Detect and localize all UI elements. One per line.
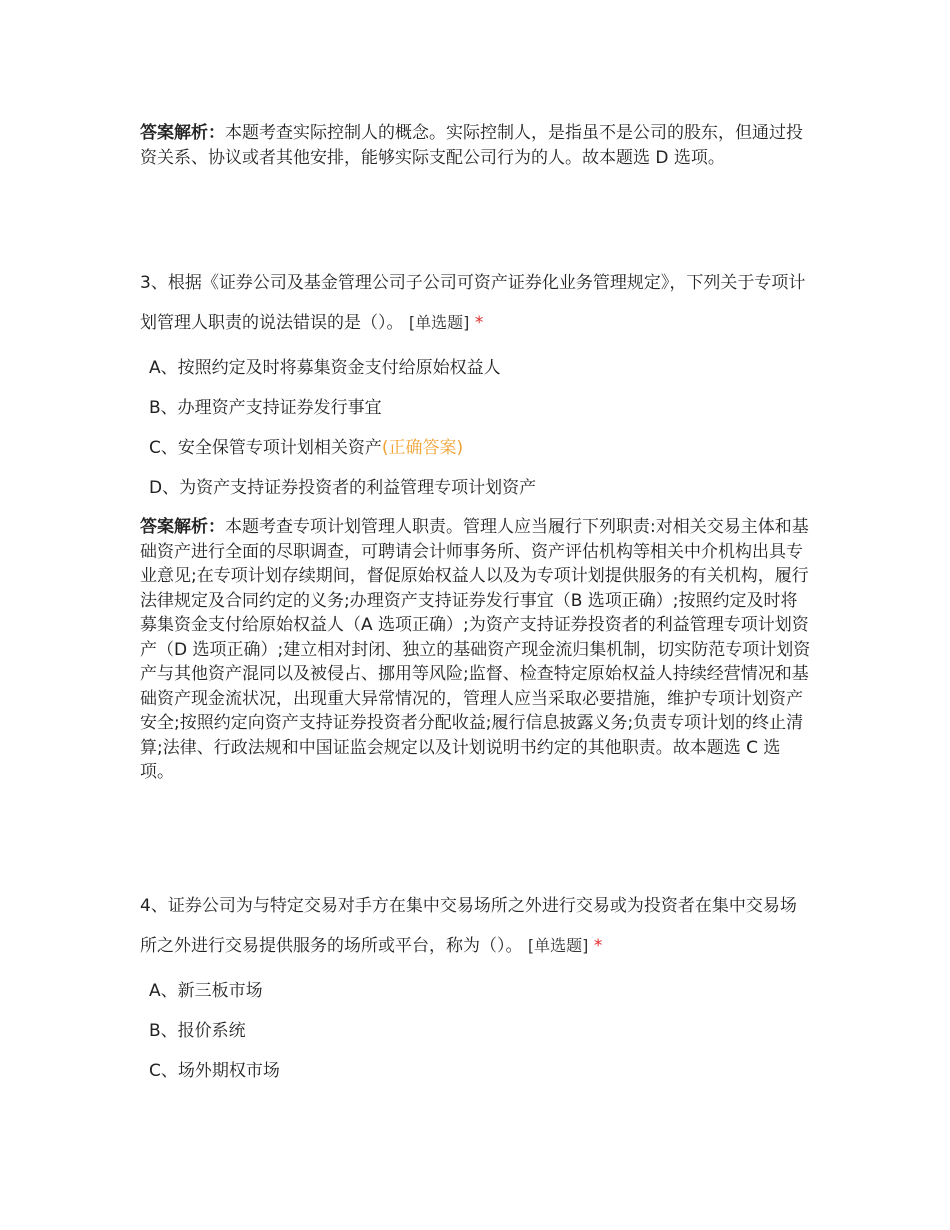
q3-option-d[interactable]	[149, 476, 536, 500]
q4-option-b[interactable]	[149, 1019, 246, 1043]
option-label: A、按照约定及时将募集资金支付给原始权益人	[149, 358, 501, 378]
answer-analysis-q2	[140, 121, 812, 170]
question-text: 4、证券公司为与特定交易对手方在集中交易场所之外进行交易或为投资者在集中交易场所之外进行交易提供服务的场所或平台，称为（）。	[140, 896, 797, 956]
q4-option-c[interactable]	[149, 1059, 280, 1083]
option-label: A、新三板市场	[149, 981, 263, 1001]
analysis-label: 答案解析：	[140, 517, 225, 537]
question-text: 3、根据《证券公司及基金管理公司子公司可资产证券化业务管理规定》，下列关于专项计划管理人职责的说法错误的是（）。	[140, 273, 806, 333]
analysis-text: 本题考查实际控制人的概念。实际控制人，是指虽不是公司的股东，但通过投资关系、协议或者其他安排，能够实际支配公司行为的人。故本题选 D 选项。	[140, 123, 803, 168]
option-label: C、安全保管专项计划相关资产	[149, 438, 382, 458]
question-type: [单选题]	[527, 936, 589, 955]
q3-option-c[interactable]	[149, 436, 463, 460]
q4-option-a[interactable]	[149, 979, 263, 1003]
required-mark: *	[474, 313, 484, 333]
analysis-text: 本题考查专项计划管理人职责。管理人应当履行下列职责:对相关交易主体和基础资产进行全面的尽职调查，可聘请会计师事务所、资产评估机构等相关中介机构出具专业意见;在专项计划存续期间，督促原始权益人以及为专项计划提供服务的有关机构，履行法律规定及合同约定的义务;办理资产支持证券发行事宜（B 选项正确）;按照约定及时将募集资金支付给原始权益人（A 选项正确）;为资产支持证券投资者的利益管理专项计划资产（D 选项正确）;建立相对封闭、独立的基础资产现金流归集机制，切实防范专项计划资产与其他资产混同以及被侵占、挪用等风险;监督、检查特定原始权益人持续经营情况和基础资产现金流状况，出现重大异常情况的，管理人应当采取必要措施，维护专项计划资产安全;按照约定向资产支持证券投资者分配收益;履行信息披露义务;负责专项计划的终止清算;法律、行政法规和中国证监会规定以及计划说明书约定的其他职责。故本题选 C 选项。	[140, 517, 811, 782]
answer-analysis-q3	[140, 515, 812, 785]
q3-option-a[interactable]	[149, 356, 501, 380]
q3-option-b[interactable]	[149, 396, 382, 420]
analysis-label: 答案解析：	[140, 123, 225, 143]
option-label: B、报价系统	[149, 1021, 246, 1041]
question-3	[140, 263, 812, 343]
question-type: [单选题]	[408, 313, 470, 332]
option-label: B、办理资产支持证券发行事宜	[149, 398, 382, 418]
option-label: D、为资产支持证券投资者的利益管理专项计划资产	[149, 478, 537, 498]
option-label: C、场外期权市场	[149, 1061, 280, 1081]
correct-answer-tag: (正确答案)	[381, 438, 464, 458]
required-mark: *	[593, 936, 603, 956]
question-4	[140, 886, 812, 966]
